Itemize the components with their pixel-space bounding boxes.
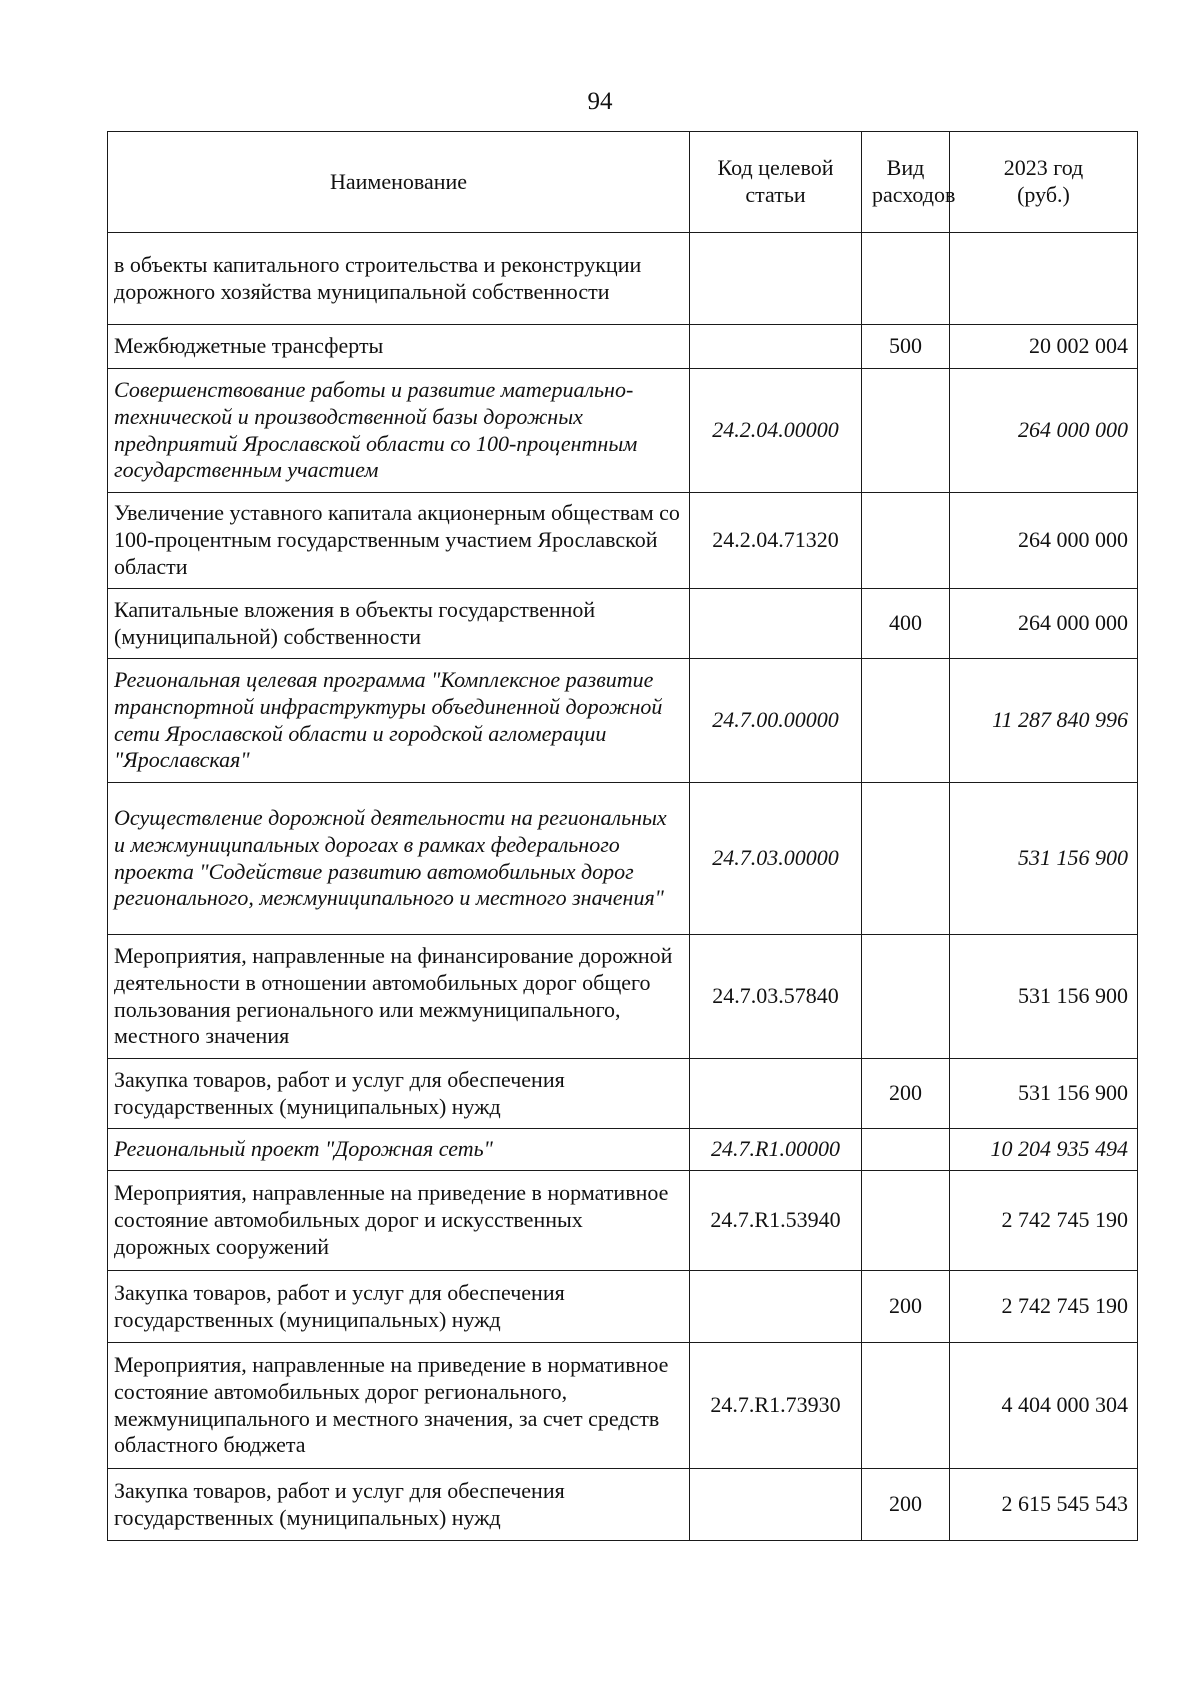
row-name: Мероприятия, направленные на приведение в нормативное состояние автомобильных дорог регионального, межмуниципального и местного значения, за счет средств областного бюджета <box>108 1343 690 1469</box>
row-kind <box>862 1171 950 1271</box>
row-sum: 531 156 900 <box>950 1059 1138 1129</box>
row-kind: 400 <box>862 589 950 659</box>
table-row <box>108 369 1138 493</box>
row-code <box>690 325 862 369</box>
row-code: 24.7.R1.73930 <box>690 1343 862 1469</box>
table-row <box>108 1469 1138 1541</box>
table-row <box>108 493 1138 589</box>
row-name: Совершенствование работы и развитие материально-технической и производственной базы дорожных предприятий Ярославской области со 100-процентным государственным участием <box>108 369 690 493</box>
table-row <box>108 1059 1138 1129</box>
table-row <box>108 1343 1138 1469</box>
table-row <box>108 935 1138 1059</box>
row-code: 24.7.R1.53940 <box>690 1171 862 1271</box>
row-sum: 2 615 545 543 <box>950 1469 1138 1541</box>
table-row <box>108 325 1138 369</box>
row-sum: 531 156 900 <box>950 783 1138 935</box>
row-sum: 4 404 000 304 <box>950 1343 1138 1469</box>
row-name: Закупка товаров, работ и услуг для обеспечения государственных (муниципальных) нужд <box>108 1059 690 1129</box>
row-sum: 11 287 840 996 <box>950 659 1138 783</box>
row-code <box>690 589 862 659</box>
row-name: Закупка товаров, работ и услуг для обеспечения государственных (муниципальных) нужд <box>108 1469 690 1541</box>
row-kind: 200 <box>862 1059 950 1129</box>
table-row <box>108 233 1138 325</box>
row-sum: 20 002 004 <box>950 325 1138 369</box>
row-kind <box>862 493 950 589</box>
row-kind: 500 <box>862 325 950 369</box>
row-name: Мероприятия, направленные на приведение в нормативное состояние автомобильных дорог и искусственных дорожных сооружений <box>108 1171 690 1271</box>
table-row <box>108 659 1138 783</box>
row-kind <box>862 1343 950 1469</box>
table-row <box>108 589 1138 659</box>
row-sum: 2 742 745 190 <box>950 1171 1138 1271</box>
row-kind <box>862 659 950 783</box>
row-sum: 531 156 900 <box>950 935 1138 1059</box>
row-name: Увеличение уставного капитала акционерным обществам со 100-процентным государственным участием Ярославской области <box>108 493 690 589</box>
table-row <box>108 1129 1138 1171</box>
header-name: Наименование <box>108 132 690 233</box>
row-kind <box>862 783 950 935</box>
table-header-row <box>108 132 1138 233</box>
row-name: в объекты капитального строительства и реконструкции дорожного хозяйства муниципальной собственности <box>108 233 690 325</box>
row-code: 24.2.04.71320 <box>690 493 862 589</box>
row-kind <box>862 935 950 1059</box>
row-code: 24.2.04.00000 <box>690 369 862 493</box>
page-number: 94 <box>587 88 613 115</box>
header-code: Код целевой статьи <box>690 132 862 233</box>
row-name: Региональный проект "Дорожная сеть" <box>108 1129 690 1171</box>
row-code: 24.7.R1.00000 <box>690 1129 862 1171</box>
row-name: Межбюджетные трансферты <box>108 325 690 369</box>
row-name: Мероприятия, направленные на финансирование дорожной деятельности в отношении автомобильных дорог общего пользования регионального или межмуниципального, местного значения <box>108 935 690 1059</box>
row-kind <box>862 1129 950 1171</box>
row-sum: 10 204 935 494 <box>950 1129 1138 1171</box>
row-code: 24.7.00.00000 <box>690 659 862 783</box>
row-code <box>690 1059 862 1129</box>
table-row <box>108 1271 1138 1343</box>
table-row <box>108 1171 1138 1271</box>
row-code: 24.7.03.00000 <box>690 783 862 935</box>
row-sum: 264 000 000 <box>950 589 1138 659</box>
row-code <box>690 233 862 325</box>
row-kind <box>862 233 950 325</box>
row-kind: 200 <box>862 1469 950 1541</box>
row-code: 24.7.03.57840 <box>690 935 862 1059</box>
header-sum: 2023 год (руб.) <box>950 132 1138 233</box>
row-name: Осуществление дорожной деятельности на региональных и межмуниципальных дорогах в рамках федерального проекта "Содействие развитию автомобильных дорог регионального, межмуниципального и местного значения" <box>108 783 690 935</box>
row-kind: 200 <box>862 1271 950 1343</box>
row-sum <box>950 233 1138 325</box>
row-code <box>690 1469 862 1541</box>
header-kind: Вид расходов <box>862 132 950 233</box>
row-sum: 264 000 000 <box>950 369 1138 493</box>
budget-table <box>107 131 1138 1541</box>
row-sum: 2 742 745 190 <box>950 1271 1138 1343</box>
row-kind <box>862 369 950 493</box>
row-code <box>690 1271 862 1343</box>
table-row <box>108 783 1138 935</box>
row-name: Закупка товаров, работ и услуг для обеспечения государственных (муниципальных) нужд <box>108 1271 690 1343</box>
row-name: Региональная целевая программа "Комплексное развитие транспортной инфраструктуры объединенной дорожной сети Ярославской области и городской агломерации "Ярославская" <box>108 659 690 783</box>
row-name: Капитальные вложения в объекты государственной (муниципальной) собственности <box>108 589 690 659</box>
row-sum: 264 000 000 <box>950 493 1138 589</box>
